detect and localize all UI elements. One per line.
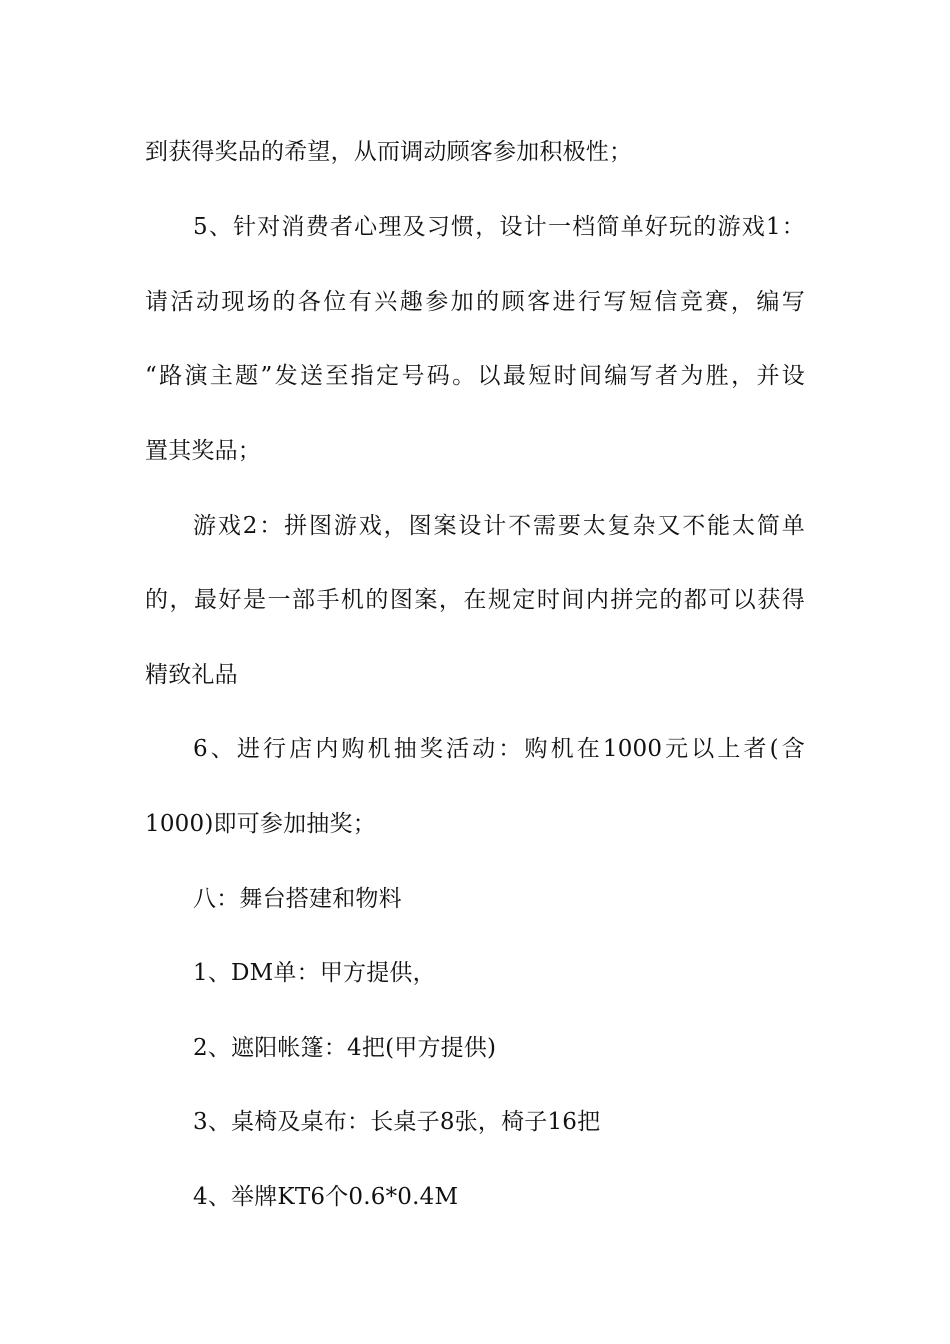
paragraph-line: 游戏2：拼图游戏，图案设计不需要太复杂又不能太简单 — [193, 513, 805, 539]
list-item: 2、遮阳帐篷：4把(甲方提供) — [193, 1035, 497, 1061]
paragraph-line: 1000)即可参加抽奖； — [145, 811, 376, 837]
paragraph-line: 的，最好是一部手机的图案，在规定时间内拼完的都可以获得 — [145, 587, 805, 613]
section-heading: 八：舞台搭建和物料 — [193, 886, 402, 912]
list-item: 3、桌椅及桌布：长桌子8张，椅子16把 — [193, 1109, 601, 1135]
list-item: 1、DM单：甲方提供， — [193, 960, 436, 986]
paragraph-line: 6、进行店内购机抽奖活动：购机在1000元以上者(含 — [193, 736, 805, 762]
paragraph-line: 5、针对消费者心理及习惯，设计一档简单好玩的游戏1： — [193, 214, 805, 240]
paragraph-line: 置其奖品； — [145, 438, 261, 464]
paragraph-line: 请活动现场的各位有兴趣参加的顾客进行写短信竞赛，编写 — [145, 289, 805, 315]
paragraph-line: 到获得奖品的希望，从而调动顾客参加积极性； — [145, 139, 633, 165]
paragraph-line: “路演主题”发送至指定号码。以最短时间编写者为胜，并设 — [145, 363, 805, 389]
list-item: 4、举牌KT6个0.6*0.4M — [193, 1184, 459, 1210]
paragraph-line: 精致礼品 — [145, 662, 238, 688]
